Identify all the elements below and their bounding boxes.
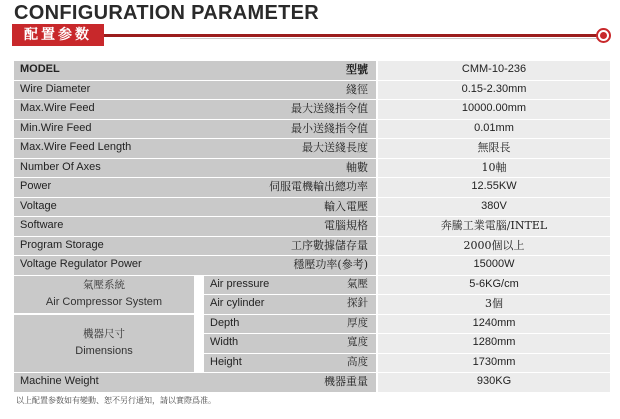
air-system-cn: 氣壓系統: [83, 278, 125, 291]
dimensions-group: [14, 315, 194, 372]
sub-label: Width: [210, 336, 239, 348]
footnote: 以上配置参数如有變動、恕不另行通知，請以實際爲准。: [16, 396, 216, 405]
dimensions-cn: 機器尺寸: [83, 327, 125, 340]
row-value: 0.01mm: [378, 120, 610, 139]
row-label-cn: 穩壓功率(參考): [204, 256, 376, 275]
model-label-cn: 型號: [204, 61, 376, 80]
row-label: Power: [14, 178, 204, 197]
row-label-cn: 綫徑: [204, 81, 376, 100]
row-label: Number Of Axes: [14, 159, 204, 178]
row-label: Voltage: [14, 198, 204, 217]
page-title: CONFIGURATION PARAMETER: [14, 2, 320, 24]
air-system-group: [14, 276, 194, 314]
air-pressure-row: [204, 276, 376, 295]
row-value: 10軸: [378, 159, 610, 178]
row-label-cn: 機器重量: [204, 373, 376, 392]
sub-label-cn: 探針: [347, 297, 368, 309]
row-label-cn: 最大送綫指令值: [204, 100, 376, 119]
row-label: Software: [14, 217, 204, 236]
group-gap: [194, 276, 204, 314]
model-value: CMM-10-236: [378, 61, 610, 80]
row-value: 2000個以上: [378, 237, 610, 256]
row-value: 無限長: [378, 139, 610, 158]
row-label: Min.Wire Feed: [14, 120, 204, 139]
row-value: 5-6KG/cm: [378, 276, 610, 295]
sub-label: Air pressure: [210, 277, 270, 290]
sub-label-cn: 高度: [347, 355, 368, 368]
decorative-thin-line: [180, 38, 600, 39]
row-label: Max.Wire Feed Length: [14, 139, 204, 158]
row-label-cn: 電腦規格: [204, 217, 376, 236]
row-value: 1730mm: [378, 354, 610, 373]
row-value: 1280mm: [378, 334, 610, 353]
sub-label: Height: [210, 355, 242, 368]
row-value: 380V: [378, 198, 610, 217]
model-label: MODEL: [14, 61, 204, 80]
row-label-cn: 工序數據儲存量: [204, 237, 376, 256]
width-row: [204, 334, 376, 353]
row-label: Machine Weight: [14, 373, 204, 392]
row-label-cn: 軸數: [204, 159, 376, 178]
row-value: 奔騰工業電腦/INTEL: [378, 217, 610, 236]
decorative-line: [104, 34, 600, 37]
sub-label: Depth: [210, 316, 240, 329]
depth-row: [204, 315, 376, 334]
dimensions-en: Dimensions: [75, 345, 133, 357]
sub-label-cn: 厚度: [347, 316, 368, 329]
group-gap: [194, 315, 204, 372]
air-system-en: Air Compressor System: [45, 296, 163, 309]
sub-label-cn: 寬度: [347, 336, 368, 348]
row-value: 0.15-2.30mm: [378, 81, 610, 100]
row-label: Program Storage: [14, 237, 204, 256]
row-label-cn: 伺服電機輸出總功率: [204, 178, 376, 197]
row-value: 1240mm: [378, 315, 610, 334]
height-row: [204, 354, 376, 373]
air-cylinder-row: [204, 295, 376, 314]
row-label-cn: 輸入電壓: [204, 198, 376, 217]
sub-label-cn: 氣壓: [347, 277, 368, 290]
row-value: 12.55KW: [378, 178, 610, 197]
parameter-table: [14, 61, 610, 393]
row-label: Wire Diameter: [14, 81, 204, 100]
row-label: Max.Wire Feed: [14, 100, 204, 119]
row-label-cn: 最小送綫指令值: [204, 120, 376, 139]
row-label: Voltage Regulator Power: [14, 256, 204, 275]
sub-label: Air cylinder: [210, 297, 265, 309]
decorative-dot-icon: [600, 32, 607, 39]
section-badge: 配置参数: [12, 24, 104, 46]
row-value: 10000.00mm: [378, 100, 610, 119]
row-value: 15000W: [378, 256, 610, 275]
row-value: 930KG: [378, 373, 610, 392]
row-label-cn: 最大送綫長度: [204, 139, 376, 158]
row-value: 3個: [378, 295, 610, 314]
